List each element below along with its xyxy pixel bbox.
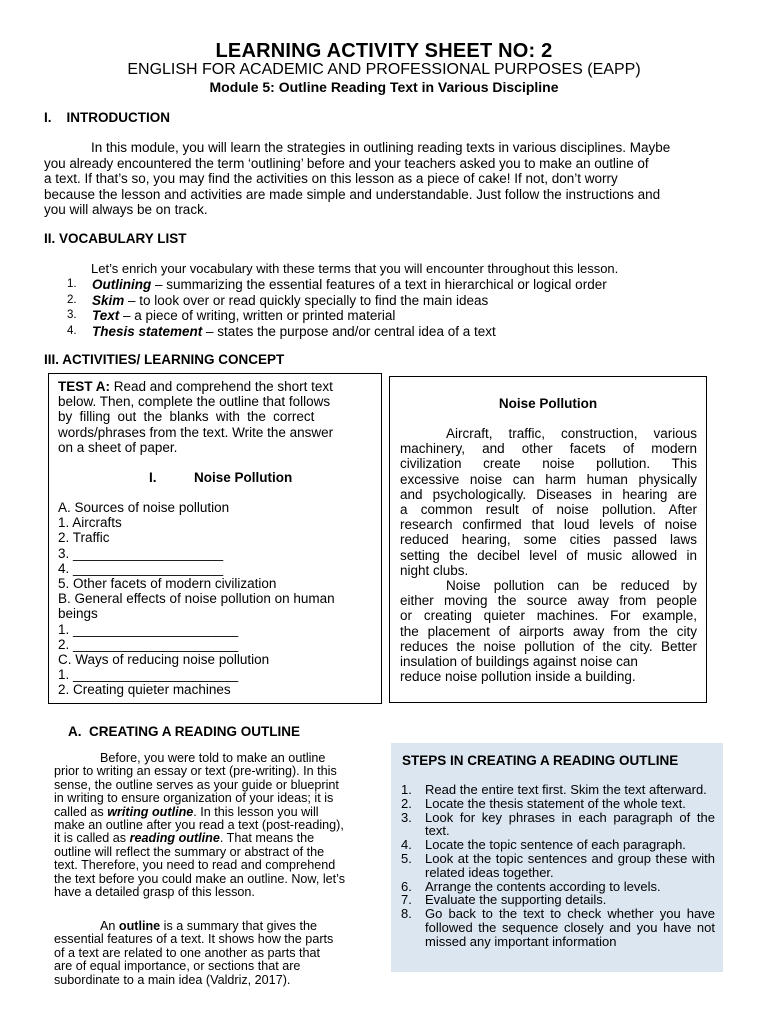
step-item [401, 811, 715, 839]
vocabulary-entry [92, 293, 488, 309]
intro-line: you will always be on track. [44, 202, 208, 217]
outline-line: 1. ______________________ [58, 621, 239, 637]
outline-line: 2. Traffic [58, 530, 110, 546]
vocabulary-item [52, 308, 607, 324]
step-item [401, 797, 715, 811]
passage-line: machinery, and other facets of modern [400, 441, 697, 457]
step-number: 8. [401, 906, 412, 922]
step-text: Arrange the contents according to levels. [425, 878, 661, 894]
vocabulary-definition: – to look over or read quickly specially to find the main ideas [124, 292, 489, 308]
outline-lines [58, 500, 335, 698]
emphasis-outline: outline [118, 919, 161, 933]
outline-line: 1. ______________________ [58, 667, 239, 683]
step-text: Go back to the text to check whether you have followed the sequence closely and you have not missed any important information [425, 906, 715, 949]
reading-outline-paragraph-2 [54, 920, 370, 987]
outline-line: beings [58, 606, 98, 622]
vocabulary-number: 2. [67, 293, 77, 306]
paragraph-line: in writing to ensure organization of your ideas; it is [54, 791, 334, 806]
paragraph-text: it is called as [54, 831, 130, 846]
passage-line: reduces the noise pollution of the city. Better [400, 638, 697, 654]
step-number: 2. [401, 795, 412, 811]
passage-line: Aircraft, traffic, construction, various [446, 426, 697, 441]
intro-line: a text. If that’s so, you may find the activities on this lesson as a piece of cake! If not, don’t worry [44, 171, 618, 186]
outline-line: 2. ______________________ [58, 636, 239, 652]
paragraph-text: . That means the [219, 831, 315, 846]
outline-line: C. Ways of reducing noise pollution [58, 652, 270, 668]
step-text: Look at the topic sentences and group these with related ideas together. [425, 850, 715, 880]
paragraph-line: Before, you were told to make an outline [100, 751, 326, 765]
paragraph-line [54, 806, 370, 819]
paragraph-line: prior to writing an essay or text (pre-writing). In this [54, 764, 337, 779]
test-a-instructions [58, 379, 374, 455]
step-item [401, 907, 715, 948]
test-a-line: words/phrases from the text. Write the answer [58, 424, 334, 440]
passage-line: excessive noise can harm human physically [400, 471, 697, 487]
steps-list [401, 783, 715, 949]
step-number: 7. [401, 892, 412, 908]
vocabulary-definition: – states the purpose and/or central idea of a text [202, 323, 496, 339]
vocabulary-number: 3. [67, 309, 77, 321]
emphasis-reading-outline: reading outline [129, 831, 220, 846]
outline-line: A. Sources of noise pollution [58, 500, 230, 515]
paragraph-text: is a summary that gives the [160, 919, 317, 933]
reading-outline-paragraph-1 [54, 752, 370, 899]
step-number: 3. [401, 809, 412, 825]
paragraph-line: are of equal importance, or sections that are [54, 959, 301, 974]
vocabulary-number: 4. [67, 324, 77, 337]
vocabulary-term: Text [92, 308, 120, 323]
outline-line: 1. Aircrafts [58, 515, 122, 531]
paragraph-line: subordinate to a main idea (Valdriz, 2017). [54, 972, 291, 987]
vocabulary-number: 1. [67, 278, 77, 290]
vocabulary-list [52, 277, 607, 339]
step-item [401, 893, 715, 907]
paragraph-line: the text before you could make an outline. Now, let’s [54, 871, 345, 886]
course-subtitle: ENGLISH FOR ACADEMIC AND PROFESSIONAL PURPOSES (EAPP) [127, 61, 641, 78]
reading-outline-heading: A. CREATING A READING OUTLINE [68, 724, 300, 739]
passage-line: a common result of noise pollution. After [400, 502, 697, 518]
passage-line: research confirmed that loud levels of noise [400, 517, 697, 533]
outline-line: 4. ____________________ [58, 560, 224, 576]
vocabulary-item [52, 293, 607, 309]
step-number: 4. [401, 837, 412, 853]
vocabulary-entry [92, 324, 496, 340]
step-text: Locate the thesis statement of the whole text. [425, 795, 686, 811]
paragraph-line: of a text are related to one another as parts that [54, 945, 321, 960]
introduction-paragraph [44, 140, 724, 218]
outline-line: 5. Other facets of modern civilization [58, 576, 277, 592]
passage-line: reduced hearing, some cities passed laws [400, 532, 697, 548]
outline-line: 3. ____________________ [58, 545, 224, 561]
step-text: Read the entire text first. Skim the text afterward. [425, 782, 707, 797]
test-a-line: Read and comprehend the short text [110, 379, 333, 394]
passage-title: Noise Pollution [498, 396, 598, 411]
step-text: Evaluate the supporting details. [425, 892, 607, 908]
step-item [401, 852, 715, 880]
intro-line: In this module, you will learn the strategies in outlining reading texts in various disciplines. Maybe [91, 140, 671, 155]
vocabulary-term: Outlining [92, 277, 152, 292]
passage-line: either moving the source away from people [400, 593, 697, 609]
page-title: LEARNING ACTIVITY SHEET NO: 2 [215, 40, 553, 62]
passage-line: setting the decibel level of music allowed in [400, 547, 697, 563]
passage-line: or creating quieter machines. For example, [400, 608, 697, 624]
step-text: Look for key phrases in each paragraph of the text. [425, 809, 715, 839]
vocabulary-entry [92, 308, 395, 324]
vocabulary-entry [92, 277, 607, 293]
steps-box [391, 743, 723, 972]
passage-line: reduce noise pollution inside a building. [400, 669, 636, 685]
paragraph-line: essential features of a text. It shows how the parts [54, 932, 334, 947]
paragraph-line: have a detailed grasp of this lesson. [54, 885, 255, 900]
vocabulary-term: Thesis statement [92, 323, 203, 339]
test-a-line: by filling out the blanks with the correct [58, 409, 315, 425]
intro-line: you already encountered the term ‘outlining’ before and your teachers asked you to make an outline of [44, 155, 649, 171]
vocabulary-item [52, 277, 607, 293]
outline-line: 2. Creating quieter machines [58, 682, 231, 698]
paragraph-text: An [100, 919, 119, 933]
step-item [401, 783, 715, 797]
step-number: 5. [401, 850, 412, 866]
step-number: 1. [401, 782, 412, 797]
outline-roman-numeral: I. [149, 470, 157, 485]
paragraph-line [54, 920, 370, 933]
test-a-box [48, 373, 382, 704]
activities-heading: III. ACTIVITIES/ LEARNING CONCEPT [44, 352, 285, 367]
step-text: Locate the topic sentence of each paragraph. [425, 837, 686, 853]
vocabulary-definition: – a piece of writing, written or printed material [119, 308, 396, 323]
intro-line: because the lesson and activities are made simple and understandable. Just follow the instructions and [44, 186, 661, 202]
passage-text [400, 426, 697, 684]
paragraph-line: make an outline after you read a text (post-reading), [54, 818, 344, 833]
vocabulary-item [52, 324, 607, 340]
vocabulary-term: Skim [92, 292, 125, 308]
vocabulary-intro: Let’s enrich your vocabulary with these terms that you will encounter throughout this lesson. [91, 261, 619, 276]
paragraph-line: sense, the outline serves as your guide or blueprint [54, 777, 339, 792]
step-item [401, 838, 715, 852]
vocabulary-definition: – summarizing the essential features of a text in hierarchical or logical order [151, 277, 607, 292]
module-title: Module 5: Outline Reading Text in Various Discipline [209, 79, 559, 95]
passage-box [389, 376, 707, 703]
emphasis-writing-outline: writing outline [107, 804, 194, 819]
paragraph-line: outline will reflect the summary or abstract of the [54, 844, 325, 859]
steps-heading: STEPS IN CREATING A READING OUTLINE [402, 753, 679, 768]
passage-line: Noise pollution can be reduced by [446, 578, 697, 594]
passage-line: civilization create noise pollution. This [400, 456, 697, 472]
outline-title: Noise Pollution [194, 470, 293, 485]
passage-line: and psychologically. Diseases in hearing are [400, 486, 697, 502]
outline-line: B. General effects of noise pollution on human [58, 591, 335, 607]
paragraph-text: . In this lesson you will [193, 804, 319, 819]
test-a-line: below. Then, complete the outline that follows [58, 394, 331, 410]
passage-line: insulation of buildings against noise can [400, 654, 638, 670]
test-a-label: TEST A: [58, 379, 110, 394]
paragraph-line [54, 832, 370, 845]
vocabulary-heading: II. VOCABULARY LIST [44, 231, 187, 246]
step-number: 6. [401, 878, 412, 894]
passage-line: night clubs. [400, 562, 469, 578]
introduction-heading: I. INTRODUCTION [44, 110, 170, 125]
paragraph-text: called as [54, 804, 108, 819]
test-a-line: on a sheet of paper. [58, 439, 178, 455]
step-item [401, 880, 715, 894]
paragraph-line: text. Therefore, you need to read and comprehend [54, 858, 336, 873]
passage-line: the placement of airports away from the city [400, 623, 697, 639]
